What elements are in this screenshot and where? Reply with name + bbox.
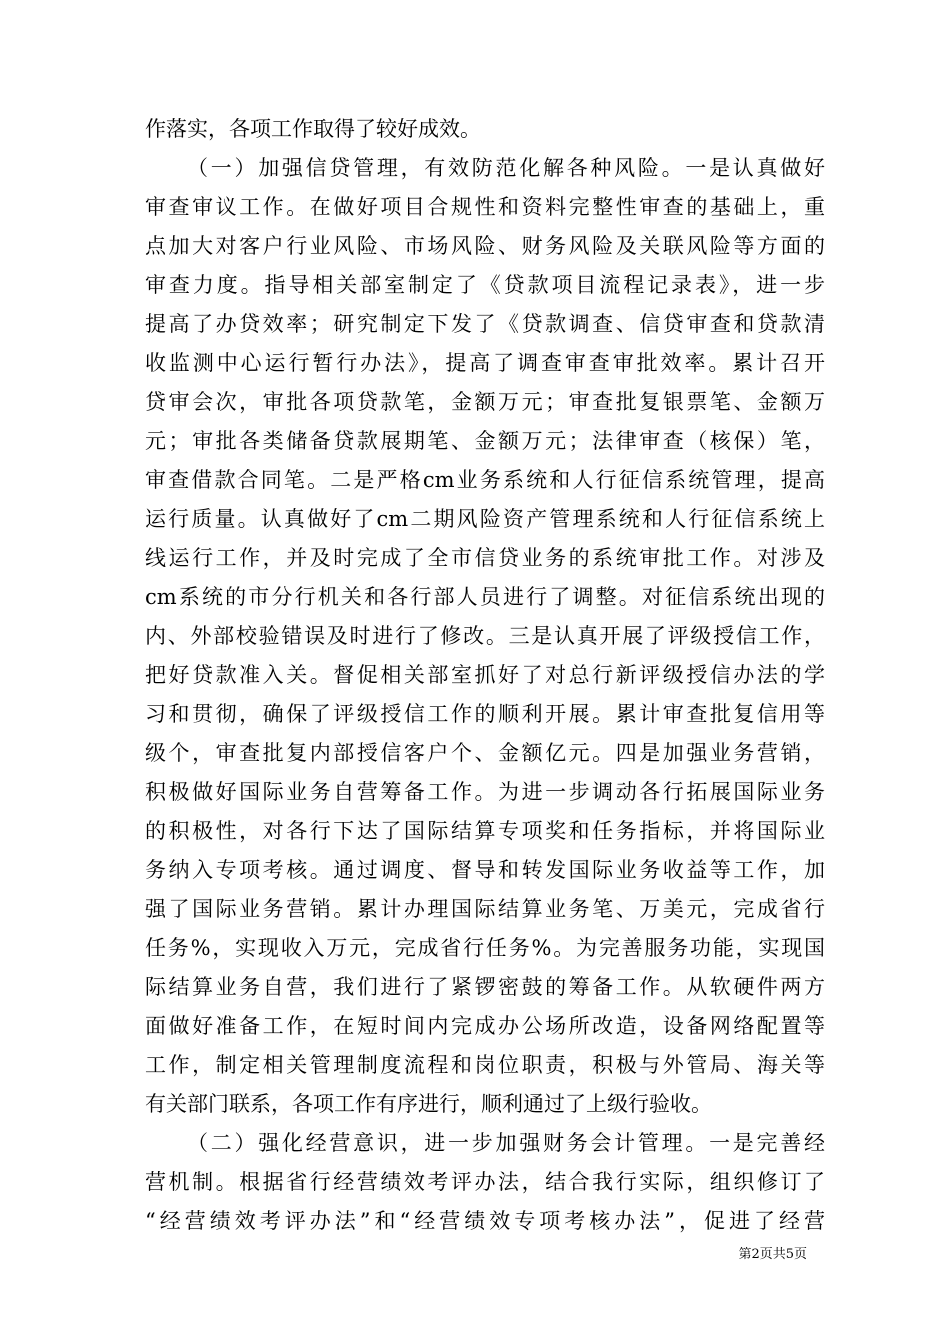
text-line: 内、外部校验错误及时进行了修改。三是认真开展了评级授信工作， — [145, 624, 825, 648]
text-line: 任务%，实现收入万元，完成省行任务%。为完善服务功能，实现国 — [145, 936, 825, 960]
text-line: 提高了办贷效率；研究制定下发了《贷款调查、信贷审查和贷款清 — [145, 312, 825, 336]
text-line: 的积极性，对各行下达了国际结算专项奖和任务指标，并将国际业 — [145, 819, 825, 843]
paragraph-end-line: 有关部门联系，各项工作有序进行，顺利通过了上级行验收。 — [145, 1092, 712, 1116]
text-line: 际结算业务自营，我们进行了紧锣密鼓的筹备工作。从软硬件两方 — [145, 975, 825, 999]
text-line: 运行质量。认真做好了cm二期风险资产管理系统和人行征信系统上 — [145, 507, 825, 531]
text-line: 审查借款合同笔。二是严格cm业务系统和人行征信系统管理，提高 — [145, 468, 825, 492]
text-line: 习和贯彻，确保了评级授信工作的顺利开展。累计审查批复信用等 — [145, 702, 825, 726]
document-body — [145, 110, 825, 1241]
text-line: “经营绩效考评办法”和“经营绩效专项考核办法”，促进了经营 — [145, 1209, 825, 1233]
text-line: 强了国际业务营销。累计办理国际结算业务笔、万美元，完成省行 — [145, 897, 825, 921]
text-line: 线运行工作，并及时完成了全市信贷业务的系统审批工作。对涉及 — [145, 546, 825, 570]
text-line: 审查审议工作。在做好项目合规性和资料完整性审查的基础上，重 — [145, 195, 825, 219]
text-line: 贷审会次，审批各项贷款笔，金额万元；审查批复银票笔、金额万 — [145, 390, 825, 414]
text-line: 营机制。根据省行经营绩效考评办法，结合我行实际，组织修订了 — [145, 1170, 825, 1194]
text-line: 把好贷款准入关。督促相关部室抓好了对总行新评级授信办法的学 — [145, 663, 825, 687]
paragraph-start-line: （二）强化经营意识，进一步加强财务会计管理。一是完善经 — [187, 1131, 825, 1155]
text-line: 积极做好国际业务自营筹备工作。为进一步调动各行拓展国际业务 — [145, 780, 825, 804]
text-line: 务纳入专项考核。通过调度、督导和转发国际业务收益等工作，加 — [145, 858, 825, 882]
text-line: 面做好准备工作，在短时间内完成办公场所改造，设备网络配置等 — [145, 1014, 825, 1038]
paragraph-start-line: （一）加强信贷管理，有效防范化解各种风险。一是认真做好 — [187, 156, 825, 180]
text-line: 收监测中心运行暂行办法》，提高了调查审查审批效率。累计召开 — [145, 351, 825, 375]
text-line: 工作，制定相关管理制度流程和岗位职责，积极与外管局、海关等 — [145, 1053, 825, 1077]
page-number-footer: 第2页共5页 — [738, 1247, 807, 1262]
text-line: 点加大对客户行业风险、市场风险、财务风险及关联风险等方面的 — [145, 234, 825, 258]
text-line: 级个，审查批复内部授信客户个、金额亿元。四是加强业务营销， — [145, 741, 825, 765]
text-line: cm系统的市分行机关和各行部人员进行了调整。对征信系统出现的 — [145, 585, 825, 609]
text-line: 审查力度。指导相关部室制定了《贷款项目流程记录表》，进一步 — [145, 273, 825, 297]
text-line: 元；审批各类储备贷款展期笔、金额万元；法律审查（核保）笔， — [145, 429, 825, 453]
text-line: 作落实，各项工作取得了较好成效。 — [145, 117, 481, 141]
